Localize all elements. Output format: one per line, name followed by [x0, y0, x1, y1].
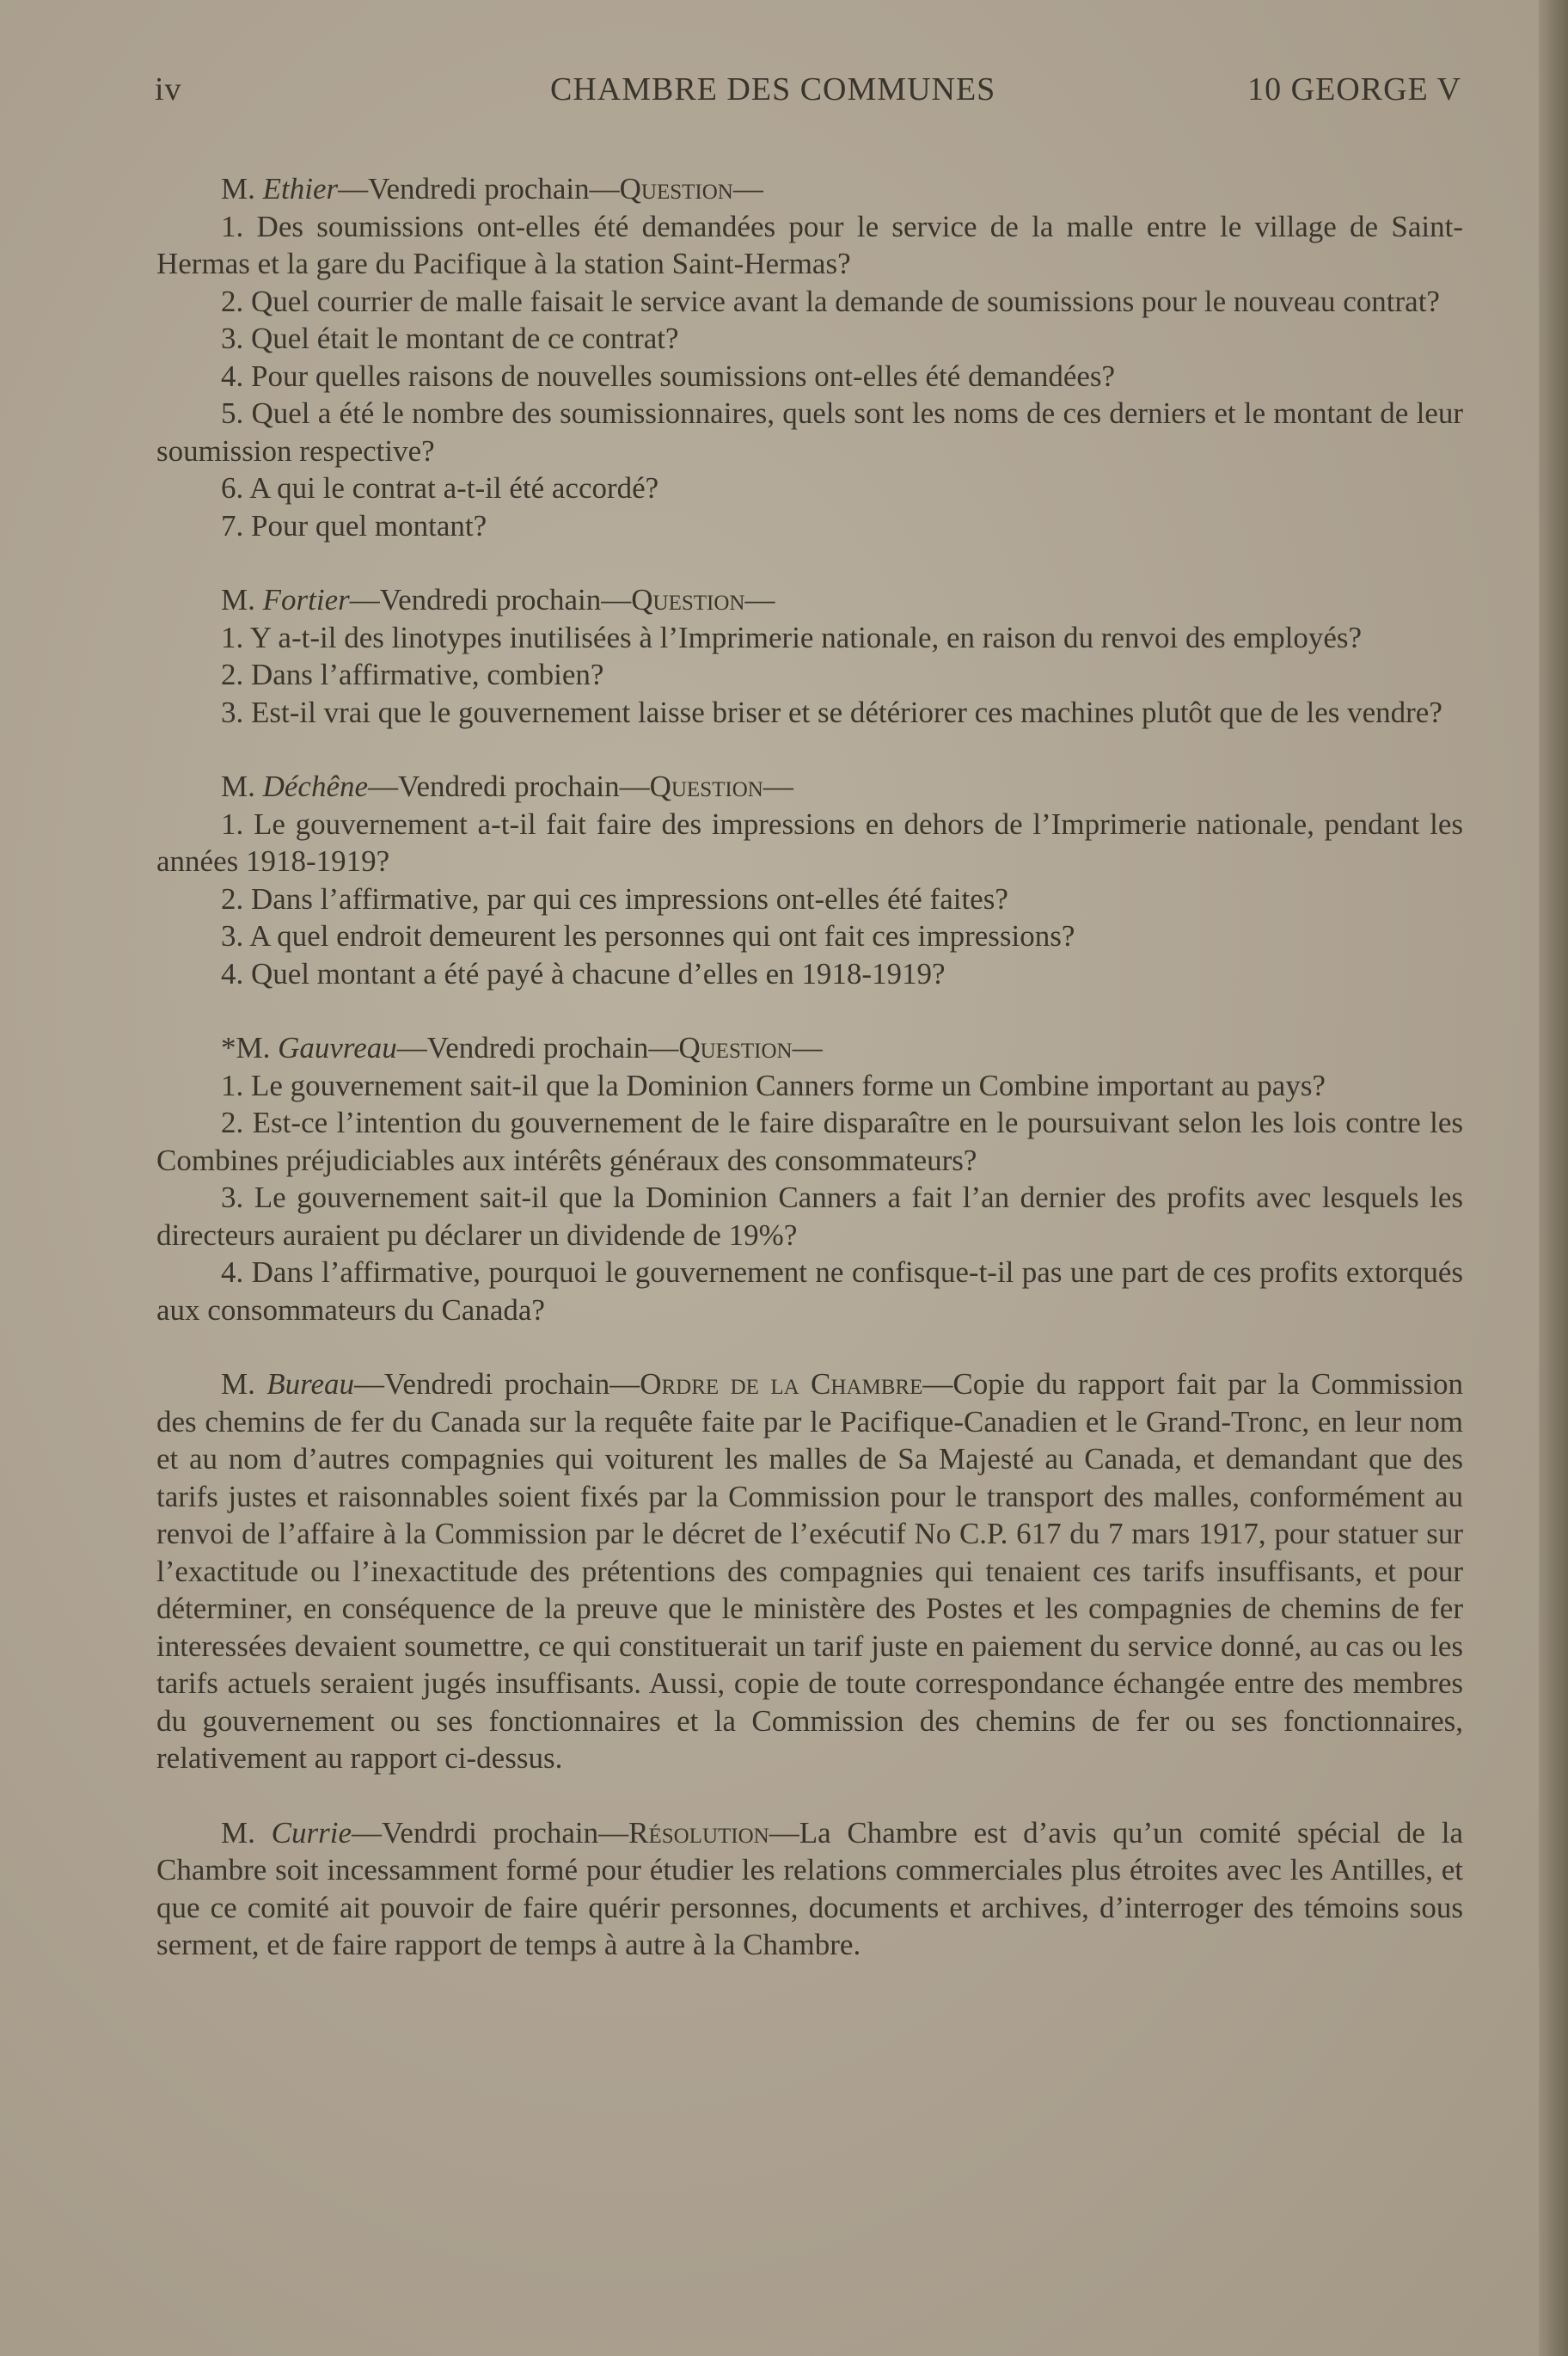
notice-item: [156, 170, 1463, 544]
question-paragraph: 4. Pour quelles raisons de nouvelles soumissions ont-elles été demandées?: [221, 359, 1116, 393]
notice-kind: Question: [631, 583, 745, 617]
notice-body: La Chambre est d’avis qu’un comité spécial de la Chambre soit incessamment formé pour étudier les relations commerciales plus étroites avec les Antilles, et que ce comité ait pouvoir de faire quérir personnes, documents et archives, d’interroger des témoins sous serment, et de faire rapport de temps à autre à la Chambre.: [156, 1815, 1464, 1961]
lead-when: —Vendredi prochain—: [354, 1367, 640, 1401]
lead-tail: —: [769, 1815, 799, 1850]
notice-lead: [156, 768, 1463, 806]
notice-item: [156, 1029, 1463, 1328]
notice-kind: Question: [649, 770, 763, 803]
notice-lead: [156, 170, 1463, 208]
notice-paragraph: [156, 1814, 1463, 1964]
member-name: Gauvreau: [278, 1031, 397, 1064]
notice-lead: [156, 1029, 1463, 1067]
notice-kind: Ordre de la Chambre: [640, 1367, 923, 1401]
lead-prefix: M.: [221, 172, 263, 206]
question-paragraph: 3. Quel était le montant de ce contrat?: [221, 322, 679, 355]
lead-prefix: *M.: [221, 1031, 279, 1064]
member-name: Currie: [271, 1815, 352, 1850]
lead-prefix: M.: [221, 1815, 272, 1850]
question-paragraph: 3. A quel endroit demeurent les personnes qui ont fait ces impressions?: [221, 919, 1075, 953]
notice-kind: Question: [678, 1031, 793, 1064]
question-paragraph: 1. Y a-t-il des linotypes inutilisées à l’Imprimerie nationale, en raison du renvoi des employés?: [221, 620, 1363, 654]
notice-kind: Question: [619, 172, 733, 206]
page-edge: [1539, 0, 1568, 2356]
lead-when: —Vendredi prochain—: [349, 583, 632, 617]
page-number: iv: [155, 71, 182, 107]
member-name: Fortier: [262, 583, 350, 617]
question-paragraph: 2. Est-ce l’intention du gouvernement de le faire disparaître en le poursuivant selon les lois contre les Combines préjudiciables aux intérêts généraux des consommateurs?: [156, 1106, 1463, 1177]
question-paragraph: 1. Des soumissions ont-elles été demandées pour le service de la malle entre le village de Saint-Hermas et la gare du Pacifique à la station Saint-Hermas?: [156, 209, 1463, 280]
lead-tail: —: [744, 583, 775, 617]
lead-when: —Vendredi prochain—: [338, 172, 620, 206]
notice-paragraph: [156, 1365, 1463, 1777]
question-paragraph: 5. Quel a été le nombre des soumissionnaires, quels sont les noms de ces derniers et le montant de leur soumission respective?: [156, 396, 1463, 468]
question-paragraph: 2. Dans l’affirmative, par qui ces impressions ont-elles été faites?: [221, 881, 1008, 916]
lead-when: —Vendrdi prochain—: [352, 1815, 629, 1850]
question-paragraph: 1. Le gouvernement sait-il que la Dominion Canners forme un Combine important au pays?: [221, 1068, 1326, 1102]
question-paragraph: 6. A qui le contrat a-t-il été accordé?: [221, 471, 659, 505]
lead-prefix: M.: [221, 583, 263, 617]
header-session: 10 GEORGE V: [1247, 71, 1461, 107]
member-name: Ethier: [262, 172, 339, 206]
question-paragraph: 7. Pour quel montant?: [221, 508, 487, 543]
question-paragraph: 1. Le gouvernement a-t-il fait faire des impressions en dehors de l’Imprimerie nationale, pendant les années 1918-1919?: [156, 807, 1463, 878]
question-paragraph: 2. Quel courrier de malle faisait le service avant la demande de soumissions pour le nouveau contrat?: [221, 284, 1440, 318]
notice-item: [156, 581, 1463, 731]
notice-item: [156, 768, 1463, 992]
question-paragraph: 2. Dans l’affirmative, combien?: [221, 658, 604, 691]
member-name: Déchêne: [262, 770, 369, 803]
lead-when: —Vendredi prochain—: [396, 1031, 679, 1064]
notice-kind: Résolution: [628, 1815, 769, 1850]
lead-tail: —: [732, 172, 763, 206]
lead-when: —Vendredi prochain—: [368, 770, 650, 803]
running-header: [155, 71, 1461, 122]
notice-lead: [156, 581, 1463, 619]
lead-prefix: M.: [221, 770, 263, 803]
notice-item: [156, 1814, 1463, 1964]
question-paragraph: 3. Est-il vrai que le gouvernement laisse briser et se détériorer ces machines plutôt que de les vendre?: [221, 695, 1442, 729]
question-paragraph: 4. Quel montant a été payé à chacune d’elles en 1918-1919?: [221, 956, 946, 991]
lead-tail: —: [763, 770, 793, 803]
notice-list: [156, 170, 1463, 2001]
notice-body: Copie du rapport fait par la Commission des chemins de fer du Canada sur la requête faite par le Pacifique-Canadien et le Grand-Tronc, en leur nom et au nom d’autres compagnies qui voiturent les malles de Sa Majesté au Canada, et demandant que des tarifs justes et raisonnables soient fixés par la Commission pour le transport des malles, conformément au renvoi de l’affaire à la Commission par le décret de l’exécutif No C.P. 617 du 7 mars 1917, pour statuer sur l’exactitude ou l’inexactitude des prétentions des compagnies qui tenaient ces tarifs insuffisants, et pour déterminer, en conséquence de la preuve que le ministère des Postes et les compagnies de chemins de fer interessées devaient soumettre, ce qui constituerait un tarif juste en paiement du service donné, au cas ou les tarifs actuels seraient jugés insuffisants. Aussi, copie de toute correspondance échangée entre des membres du gouvernement ou ses fonctionnaires et la Commission des chemins de fer ou ses fonctionnaires, relativement au rapport ci-dessus.: [156, 1367, 1464, 1775]
member-name: Bureau: [266, 1367, 355, 1401]
lead-prefix: M.: [221, 1367, 267, 1401]
question-paragraph: 3. Le gouvernement sait-il que la Dominion Canners a fait l’an dernier des profits avec lesquels les directeurs auraient pu déclarer un dividende de 19%?: [156, 1181, 1463, 1252]
notice-item: [156, 1365, 1463, 1777]
lead-tail: —: [792, 1031, 823, 1064]
question-paragraph: 4. Dans l’affirmative, pourquoi le gouvernement ne confisque-t-il pas une part de ces profits extorqués aux consommateurs du Canada?: [156, 1255, 1463, 1327]
lead-tail: —: [922, 1367, 953, 1401]
header-title: CHAMBRE DES COMMUNES: [550, 71, 996, 107]
